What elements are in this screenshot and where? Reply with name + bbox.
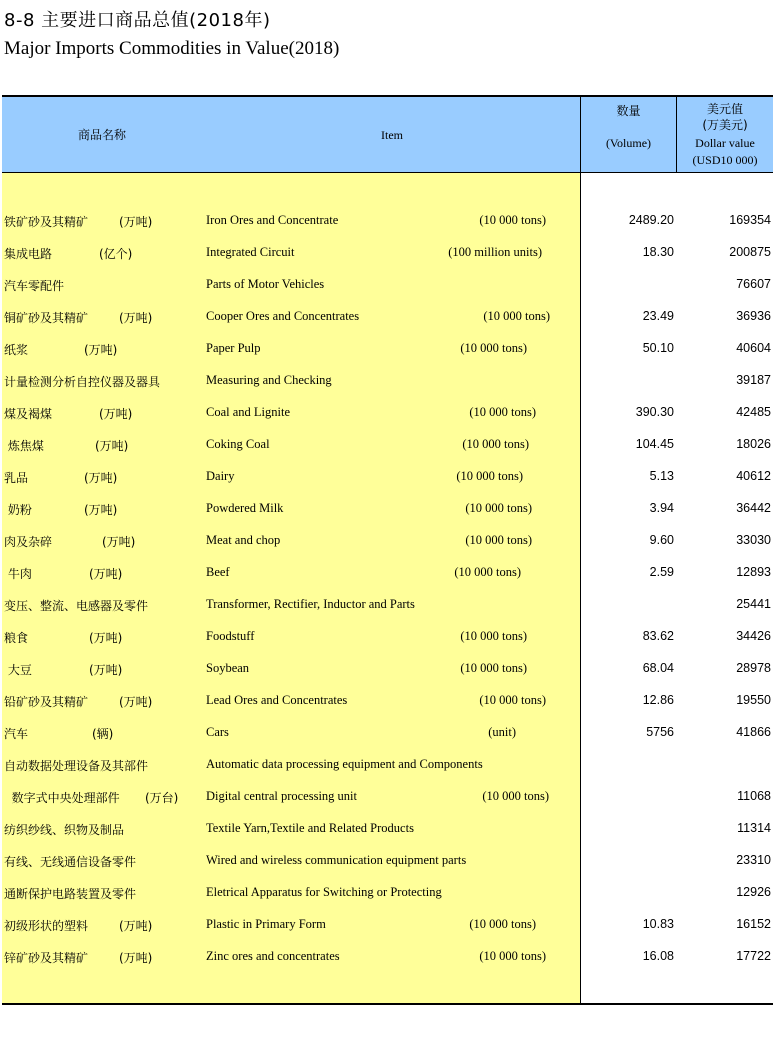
commodity-name-cn: 纸浆 (4, 343, 29, 357)
volume-cell: 3.94 (649, 501, 674, 515)
unit-cn: (万台) (145, 791, 179, 805)
unit-en: (10 000 tons) (479, 949, 546, 963)
commodity-name-en: Dairy (206, 469, 235, 483)
volume-cell: 390.30 (635, 405, 674, 419)
commodity-name-cn: 汽车零配件 (4, 279, 65, 293)
table-row (2, 338, 773, 360)
value-cell: 17722 (736, 949, 771, 963)
commodity-name-cn: 集成电路 (4, 247, 53, 261)
table-row (2, 242, 773, 264)
value-cell: 18026 (736, 437, 771, 451)
commodity-name-cn: 铁矿砂及其精矿 (4, 215, 89, 229)
unit-en: (10 000 tons) (454, 565, 521, 579)
imports-table (2, 95, 773, 1005)
header-value-en: Dollar value (695, 136, 755, 150)
commodity-name-en: Cars (206, 725, 229, 739)
commodity-name-cn: 汽车 (4, 727, 29, 741)
value-cell: 42485 (736, 405, 771, 419)
unit-cn: (万吨) (119, 951, 153, 965)
header-volume-en: (Volume) (605, 136, 652, 150)
commodity-name-cn: 炼焦煤 (4, 439, 44, 453)
commodity-name-cn: 纺织纱线、织物及制品 (4, 823, 125, 837)
commodity-name-en: Beef (206, 565, 230, 579)
unit-en: (10 000 tons) (469, 917, 536, 931)
header-value-cn-unit: (万美元) (702, 118, 748, 132)
table-row (2, 306, 773, 328)
value-cell: 36936 (736, 309, 771, 323)
unit-en: (10 000 tons) (460, 629, 527, 643)
value-cell: 12893 (736, 565, 771, 579)
table-bottom-rule (2, 1003, 773, 1005)
value-cell: 11068 (737, 789, 771, 803)
commodity-name-cn: 初级形状的塑料 (4, 919, 89, 933)
table-row (2, 594, 773, 616)
commodity-name-en: Measuring and Checking (206, 373, 332, 387)
table-row (2, 786, 773, 808)
commodity-name-cn: 粮食 (4, 631, 29, 645)
commodity-name-cn: 肉及杂碎 (4, 535, 53, 549)
volume-cell: 2489.20 (628, 213, 674, 227)
unit-cn: (万吨) (119, 311, 153, 325)
volume-cell: 23.49 (642, 309, 674, 323)
commodity-name-cn: 数字式中央处理部件 (4, 791, 120, 805)
commodity-name-en: Digital central processing unit (206, 789, 358, 803)
volume-cell: 2.59 (649, 565, 674, 579)
value-cell: 23310 (736, 853, 771, 867)
unit-en: (10 000 tons) (462, 437, 529, 451)
table-row (2, 914, 773, 936)
unit-en: (10 000 tons) (465, 533, 532, 547)
commodity-name-en: Coal and Lignite (206, 405, 291, 419)
commodity-name-en: Parts of Motor Vehicles (206, 277, 325, 291)
commodity-name-en: Paper Pulp (206, 341, 261, 355)
volume-cell: 5756 (646, 725, 674, 739)
unit-cn: (万吨) (119, 919, 153, 933)
header-name-cn: 商品名称 (77, 128, 126, 142)
header-item-en: Item (381, 128, 403, 142)
value-cell: 169354 (729, 213, 771, 227)
commodity-name-en: Meat and chop (206, 533, 281, 547)
table-row (2, 466, 773, 488)
unit-en: (10 000 tons) (469, 405, 536, 419)
unit-cn: (万吨) (84, 471, 118, 485)
table-row (2, 274, 773, 296)
header-value-en-unit: (USD10 000) (692, 153, 758, 167)
commodity-name-en: Textile Yarn,Textile and Related Products (206, 821, 414, 835)
table-row (2, 754, 773, 776)
page-title-en: Major Imports Commodities in Value(2018) (4, 38, 340, 59)
table-row (2, 562, 773, 584)
unit-cn: (辆) (92, 727, 114, 741)
table-row (2, 818, 773, 840)
value-cell: 25441 (736, 597, 771, 611)
commodity-name-cn: 奶粉 (4, 503, 32, 517)
commodity-name-en: Powdered Milk (206, 501, 284, 515)
commodity-name-en: Eletrical Apparatus for Switching or Protecting (206, 885, 442, 899)
commodity-name-cn: 计量检测分析自控仪器及器具 (4, 375, 161, 389)
commodity-name-en: Soybean (206, 661, 250, 675)
commodity-name-cn: 通断保护电路装置及零件 (4, 887, 137, 901)
volume-cell: 104.45 (635, 437, 674, 451)
unit-cn: (万吨) (89, 663, 123, 677)
unit-cn: (万吨) (99, 407, 133, 421)
value-cell: 11314 (737, 821, 771, 835)
value-cell: 40604 (736, 341, 771, 355)
table-row (2, 722, 773, 744)
value-cell: 40612 (736, 469, 771, 483)
value-cell: 12926 (736, 885, 771, 899)
commodity-name-cn: 牛肉 (4, 567, 32, 581)
table-row (2, 498, 773, 520)
table-row (2, 850, 773, 872)
unit-en: (100 million units) (448, 245, 542, 259)
value-cell: 19550 (736, 693, 771, 707)
commodity-name-cn: 锌矿砂及其精矿 (4, 951, 89, 965)
commodity-name-en: Wired and wireless communication equipment parts (206, 853, 467, 867)
commodity-name-en: Integrated Circuit (206, 245, 295, 259)
commodity-name-en: Automatic data processing equipment and Components (206, 757, 483, 771)
value-cell: 33030 (736, 533, 771, 547)
unit-cn: (万吨) (119, 215, 153, 229)
table-row (2, 626, 773, 648)
unit-en: (unit) (488, 725, 516, 739)
volume-cell: 16.08 (642, 949, 674, 963)
table-body (2, 173, 773, 1005)
table-row (2, 434, 773, 456)
volume-cell: 10.83 (642, 917, 674, 931)
unit-en: (10 000 tons) (482, 789, 549, 803)
commodity-name-cn: 乳品 (4, 471, 29, 485)
unit-en: (10 000 tons) (479, 213, 546, 227)
volume-cell: 9.60 (649, 533, 674, 547)
table-row (2, 402, 773, 424)
page-title-cn: 8-8 主要进口商品总值(2018年) (4, 10, 271, 31)
table-row (2, 658, 773, 680)
commodity-name-en: Cooper Ores and Concentrates (206, 309, 360, 323)
table-row (2, 882, 773, 904)
volume-cell: 18.30 (642, 245, 674, 259)
unit-cn: (万吨) (95, 439, 129, 453)
commodity-name-cn: 自动数据处理设备及其部件 (4, 759, 149, 773)
value-cell: 34426 (736, 629, 771, 643)
unit-cn: (万吨) (89, 567, 123, 581)
volume-cell: 5.13 (649, 469, 674, 483)
unit-en: (10 000 tons) (479, 693, 546, 707)
unit-en: (10 000 tons) (456, 469, 523, 483)
table-row (2, 690, 773, 712)
commodity-name-en: Iron Ores and Concentrate (206, 213, 339, 227)
value-cell: 39187 (736, 373, 771, 387)
value-cell: 41866 (736, 725, 771, 739)
unit-cn: (万吨) (119, 695, 153, 709)
table-row (2, 210, 773, 232)
volume-cell: 12.86 (642, 693, 674, 707)
unit-cn: (亿个) (99, 247, 133, 261)
commodity-name-en: Plastic in Primary Form (206, 917, 326, 931)
commodity-name-cn: 大豆 (4, 663, 32, 677)
commodity-name-en: Lead Ores and Concentrates (206, 693, 348, 707)
unit-cn: (万吨) (84, 503, 118, 517)
commodity-name-cn: 有线、无线通信设备零件 (4, 855, 137, 869)
unit-cn: (万吨) (102, 535, 136, 549)
commodity-name-en: Foodstuff (206, 629, 255, 643)
commodity-name-en: Coking Coal (206, 437, 270, 451)
volume-cell: 68.04 (642, 661, 674, 675)
table-row (2, 946, 773, 968)
unit-cn: (万吨) (89, 631, 123, 645)
unit-cn: (万吨) (84, 343, 118, 357)
value-cell: 28978 (736, 661, 771, 675)
table-row (2, 530, 773, 552)
commodity-name-en: Zinc ores and concentrates (206, 949, 340, 963)
unit-en: (10 000 tons) (460, 341, 527, 355)
value-cell: 76607 (736, 277, 771, 291)
unit-en: (10 000 tons) (465, 501, 532, 515)
value-cell: 200875 (729, 245, 771, 259)
value-cell: 36442 (736, 501, 771, 515)
table-row (2, 370, 773, 392)
volume-cell: 83.62 (642, 629, 674, 643)
header-value-cn: 美元值 (706, 102, 743, 116)
value-cell: 16152 (736, 917, 771, 931)
commodity-name-cn: 铜矿砂及其精矿 (4, 311, 89, 325)
commodity-name-cn: 煤及褐煤 (4, 407, 53, 421)
commodity-name-en: Transformer, Rectifier, Inductor and Parts (206, 597, 415, 611)
unit-en: (10 000 tons) (483, 309, 550, 323)
commodity-name-cn: 变压、整流、电感器及零件 (4, 599, 149, 613)
table-header (2, 95, 773, 173)
volume-cell: 50.10 (642, 341, 674, 355)
header-volume-cn: 数量 (616, 104, 641, 118)
unit-en: (10 000 tons) (460, 661, 527, 675)
commodity-name-cn: 铅矿砂及其精矿 (4, 695, 89, 709)
